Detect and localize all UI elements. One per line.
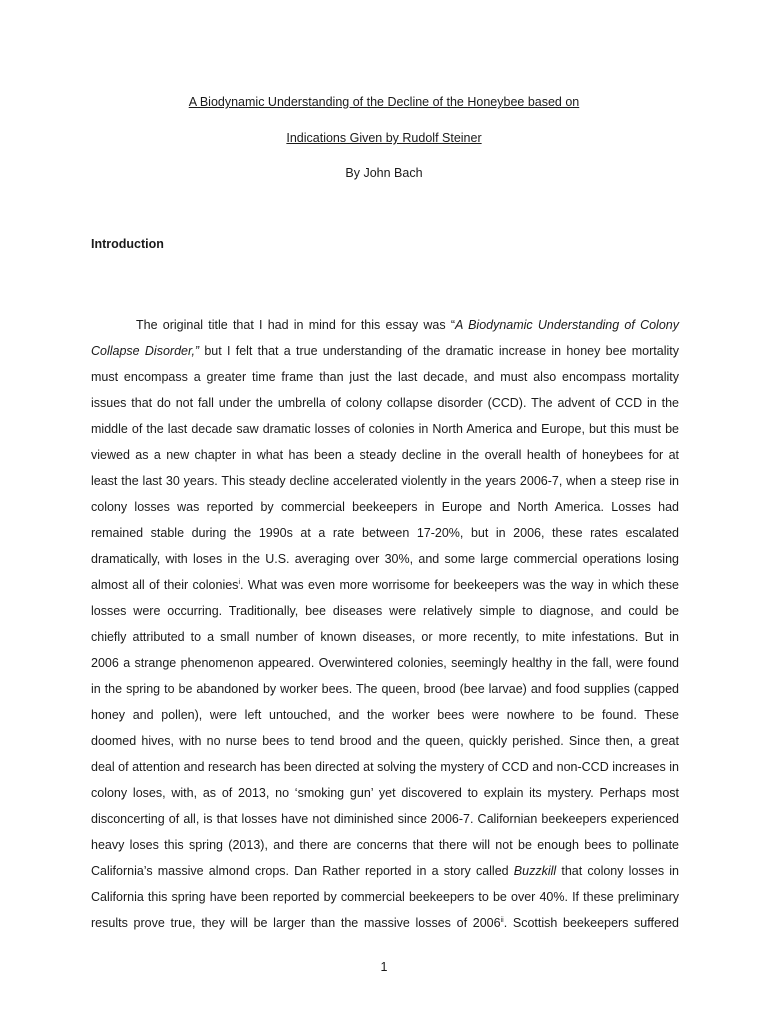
page-number: 1 <box>380 960 388 974</box>
body-line: colony loses, with, as of 2013, no ‘smoking gun’ yet discovered to explain its mystery. Perhaps most <box>91 786 679 800</box>
body-line: California’s massive almond crops. Dan Rather reported in a story called Buzzkill that colony losses in <box>91 864 679 878</box>
body-line: issues that do not fall under the umbrella of colony collapse disorder (CCD). The advent of CCD in the <box>91 396 679 410</box>
body-line: viewed as a new chapter in what has been a steady decline in the overall health of honeybees for at <box>91 448 679 462</box>
body-line: 2006 a strange phenomenon appeared. Overwintered colonies, seemingly healthy in the fall, were found <box>91 656 679 670</box>
body-line: in the spring to be abandoned by worker bees. The queen, brood (bee larvae) and food supplies (capped <box>91 682 679 696</box>
body-line: The original title that I had in mind for this essay was “A Biodynamic Understanding of Colony <box>136 318 679 332</box>
body-line: Collapse Disorder,” but I felt that a true understanding of the dramatic increase in honey bee mortality <box>91 344 679 358</box>
body-line: chiefly attributed to a small number of known diseases, or more recently, to mite infestations. But in <box>91 630 679 644</box>
footnote-ref-ii: ii <box>500 916 504 924</box>
body-line: almost all of their colonies$^i$. What was even more worrisome for beekeepers was the way in which these <box>91 578 679 592</box>
section-heading: Introduction <box>91 237 164 251</box>
body-line: losses were occurring. Traditionally, bee diseases were relatively simple to diagnose, and could be <box>91 604 679 618</box>
body-line: doomed hives, with no nurse bees to tend brood and the queen, quickly perished. Since then, a great <box>91 734 679 748</box>
body-line: honey and pollen), were left untouched, and the worker bees were nowhere to be found. These <box>91 708 679 722</box>
body-line: California this spring have been reported by commercial beekeepers to be over 40%. If these preliminary <box>91 890 679 904</box>
body-line: least the last 30 years. This steady decline accelerated violently in the years 2006-7, when a steep rise in <box>91 474 679 488</box>
body-line: results prove true, they will be larger than the massive losses of 2006$^{ii}$. Scottish beekeepers suffered <box>91 916 679 930</box>
body-line: dramatically, with loses in the U.S. averaging over 30%, and some large commercial operations losing <box>91 552 679 566</box>
body-line: colony losses was reported by commercial beekeepers in Europe and North America. Losses had <box>91 500 679 514</box>
body-line: heavy loses this spring (2013), and there are concerns that there will not be enough bees to pollinate <box>91 838 679 852</box>
body-line: disconcerting of all, is that losses have not diminished since 2006-7. Californian beekeepers experienced <box>91 812 679 826</box>
byline: By John Bach <box>345 166 423 180</box>
body-line: deal of attention and research has been directed at solving the mystery of CCD and non-CCD increases in <box>91 760 679 774</box>
body-line: remained stable during the 1990s at a rate between 17-20%, but in 2006, these rates escalated <box>91 526 679 540</box>
title-line-1: A Biodynamic Understanding of the Decline of the Honeybee based on <box>188 95 580 109</box>
body-line: middle of the last decade saw dramatic losses of colonies in North America and Europe, but this must be <box>91 422 679 436</box>
title-line-2: Indications Given by Rudolf Steiner <box>286 131 482 145</box>
footnote-ref-i: i <box>238 578 240 586</box>
body-line: must encompass a greater time frame than just the last decade, and must also encompass mortality <box>91 370 679 384</box>
body-paragraph <box>91 312 679 936</box>
